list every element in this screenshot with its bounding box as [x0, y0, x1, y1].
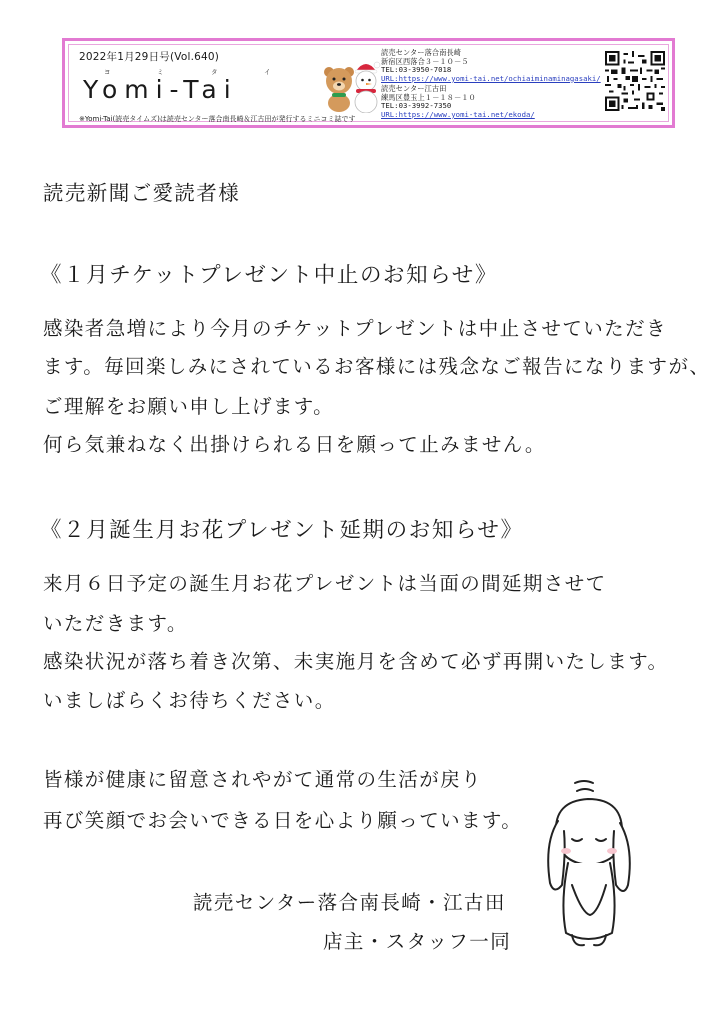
snowman-mascot-icon — [355, 62, 380, 113]
logo-ruby: ミ — [157, 68, 164, 76]
store-address: 新宿区西落合３－１０－５ — [381, 56, 469, 66]
yomi-tai-logo: Yomi-Tai — [83, 75, 238, 104]
qr-code-icon[interactable] — [605, 51, 665, 111]
signature-staff: 店主・スタッフ一同 — [323, 930, 512, 953]
salutation: 読売新聞ご愛読者様 — [43, 181, 241, 205]
mascot-icon — [320, 59, 384, 113]
logo-ruby: タ — [211, 68, 218, 76]
paragraph-line: 感染状況が落ち着き次第、未実施月を含めて必ず再開いたします。 — [43, 650, 669, 673]
store-name: 読売センター江古田 — [381, 84, 447, 93]
signature-store: 読売センター落合南長崎・江古田 — [193, 891, 506, 914]
store-url-link[interactable]: URL:https://www.yomi-tai.net/ochiaiminaminagasaki/ — [381, 73, 601, 83]
paragraph-line: 来月６日予定の誕生月お花プレゼントは当面の間延期させて — [43, 572, 607, 595]
header-banner — [62, 38, 675, 128]
paragraph-line: ご理解をお願い申し上げます。 — [43, 395, 335, 418]
store-info-ochiai — [381, 49, 601, 83]
issue-date: 2022年1月29日号(Vol.640) — [79, 51, 220, 63]
section-heading-ticket: 《１月チケットプレゼント中止のお知らせ》 — [40, 263, 498, 288]
store-info-ekoda — [381, 85, 535, 119]
closing-line: 皆様が健康に留意されやがて通常の生活が戻り — [43, 768, 482, 791]
paragraph-line: 感染者急増により今月のチケットプレゼントは中止させていただき — [43, 317, 667, 340]
section-heading-flowers: 《２月誕生月お花プレゼント延期のお知らせ》 — [40, 518, 524, 543]
store-address: 練馬区豊玉上１－１８－１０ — [381, 92, 476, 102]
store-name: 読売センター落合南長崎 — [381, 48, 461, 57]
banner-inner-frame — [68, 44, 669, 122]
tagline: ※Yomi-Tai(読売タイムズ)は読売センター落合南長崎＆江古田が発行するミニコミ誌です — [79, 115, 356, 123]
paragraph-line: いただきます。 — [43, 612, 188, 635]
logo-ruby: イ — [264, 68, 271, 76]
bowing-character-icon — [538, 773, 648, 953]
store-tel: TEL:03-3950-7018 — [381, 65, 452, 75]
logo-ruby: ヨ — [104, 68, 111, 76]
closing-line: 再び笑顔でお会いできる日を心より願っています。 — [43, 809, 523, 832]
paragraph-line: ます。毎回楽しみにされているお客様には残念なご報告になりますが、 — [43, 355, 711, 378]
paragraph-line: 何ら気兼ねなく出掛けられる日を願って止みません。 — [43, 433, 546, 456]
store-tel: TEL:03-3992-7350 — [381, 101, 452, 111]
paragraph-line: いましばらくお待ちください。 — [43, 689, 336, 712]
bear-mascot-icon — [324, 67, 354, 112]
store-url-link[interactable]: URL:https://www.yomi-tai.net/ekoda/ — [381, 109, 535, 119]
